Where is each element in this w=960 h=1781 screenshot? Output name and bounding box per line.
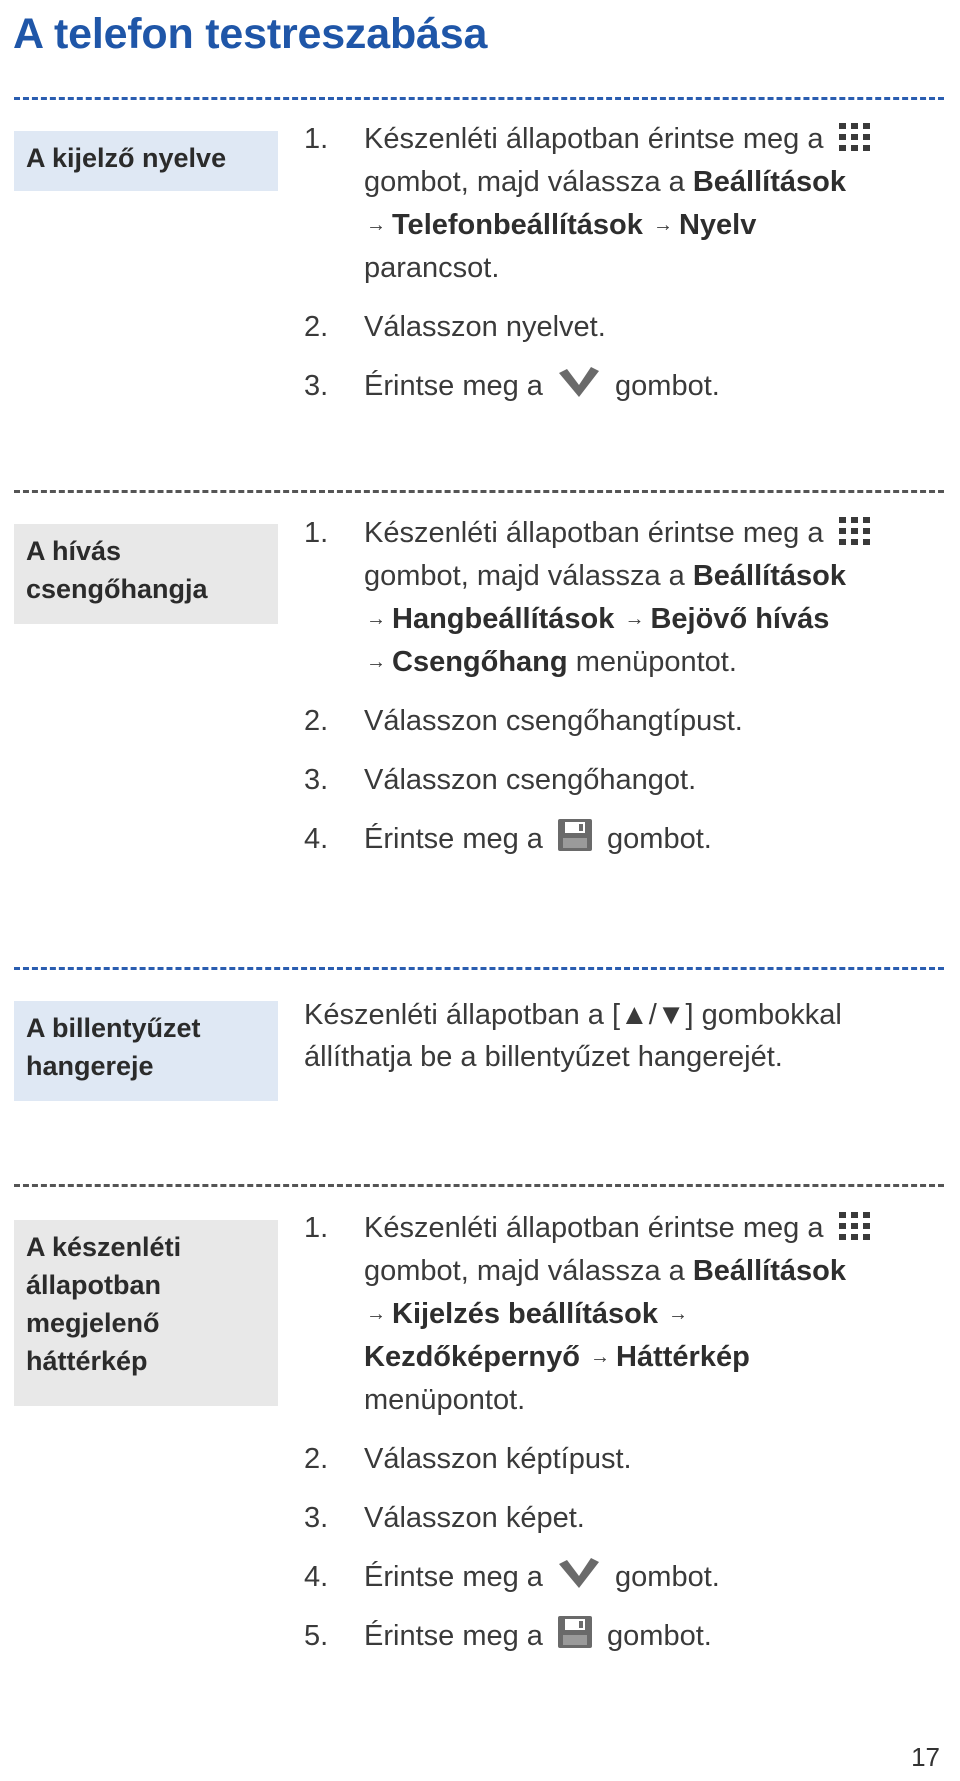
section-label-wallpaper: A készenléti állapotban megjelenő háttérkép [14,1220,278,1406]
section-divider [14,967,944,970]
arrow-icon: → [366,651,386,673]
section-label-ringtone: A hívás csengőhangja [14,524,278,624]
step-1: 1. Készenléti állapotban érintse meg a gombot, majd válassza a Beállítások → Hangbeállítások → Bejövő hívás → Csengőhang menüpontot. [304,512,944,684]
page-title: A telefon testreszabása [13,10,488,58]
step-2: 2. Válasszon csengőhangtípust. [304,705,743,737]
floppy-save-icon [557,1615,593,1649]
section-divider [14,97,944,100]
volume-up-icon: ▲ [620,999,649,1031]
arrow-icon: → [668,1303,689,1325]
step-4: 4. Érintse meg a gombot. [304,1556,944,1599]
grid-menu-icon [838,1211,872,1241]
grid-menu-icon [838,516,872,546]
step-1: 1. Készenléti állapotban érintse meg a gombot, majd válassza a Beállítások → Kijelzés beállítások → Kezdőképernyő → Háttérkép menüpontot. [304,1207,944,1422]
step-5: 5. Érintse meg a gombot. [304,1615,944,1658]
arrow-icon: → [590,1346,611,1368]
arrow-icon: → [624,608,645,630]
checkmark-icon [557,365,601,399]
section-divider [14,1184,944,1187]
step-4: 4. Érintse meg a gombot. [304,818,944,861]
section-label-language: A kijelző nyelve [14,131,278,191]
arrow-icon: → [366,1303,386,1325]
arrow-icon: → [366,608,386,630]
page-number: 17 [911,1742,940,1772]
volume-down-icon: ▼ [656,999,686,1031]
steps-language [304,118,944,424]
section-label-keypad: A billentyűzet hangereje [14,1001,278,1101]
step-2: 2. Válasszon nyelvet. [304,311,606,343]
step-1: 1. Készenléti állapotban érintse meg a gombot, majd válassza a Beállítások → Telefonbeállítások → Nyelv parancsot. [304,118,944,290]
step-2: 2. Válasszon képtípust. [304,1443,632,1475]
section-divider [14,490,944,493]
steps-wallpaper [304,1207,944,1674]
keypad-volume-text: Készenléti állapotban a [▲/▼] gombokkal állíthatja be a billentyűzet hangerejét. [304,999,842,1073]
checkmark-icon [557,1556,601,1590]
step-3: 3. Válasszon képet. [304,1502,585,1534]
step-3: 3. Válasszon csengőhangot. [304,764,697,796]
arrow-icon: → [366,214,386,236]
step-3: 3. Érintse meg a gombot. [304,365,944,408]
steps-ringtone [304,512,944,877]
grid-menu-icon [838,122,872,152]
arrow-icon: → [652,214,673,236]
floppy-save-icon [557,818,593,852]
